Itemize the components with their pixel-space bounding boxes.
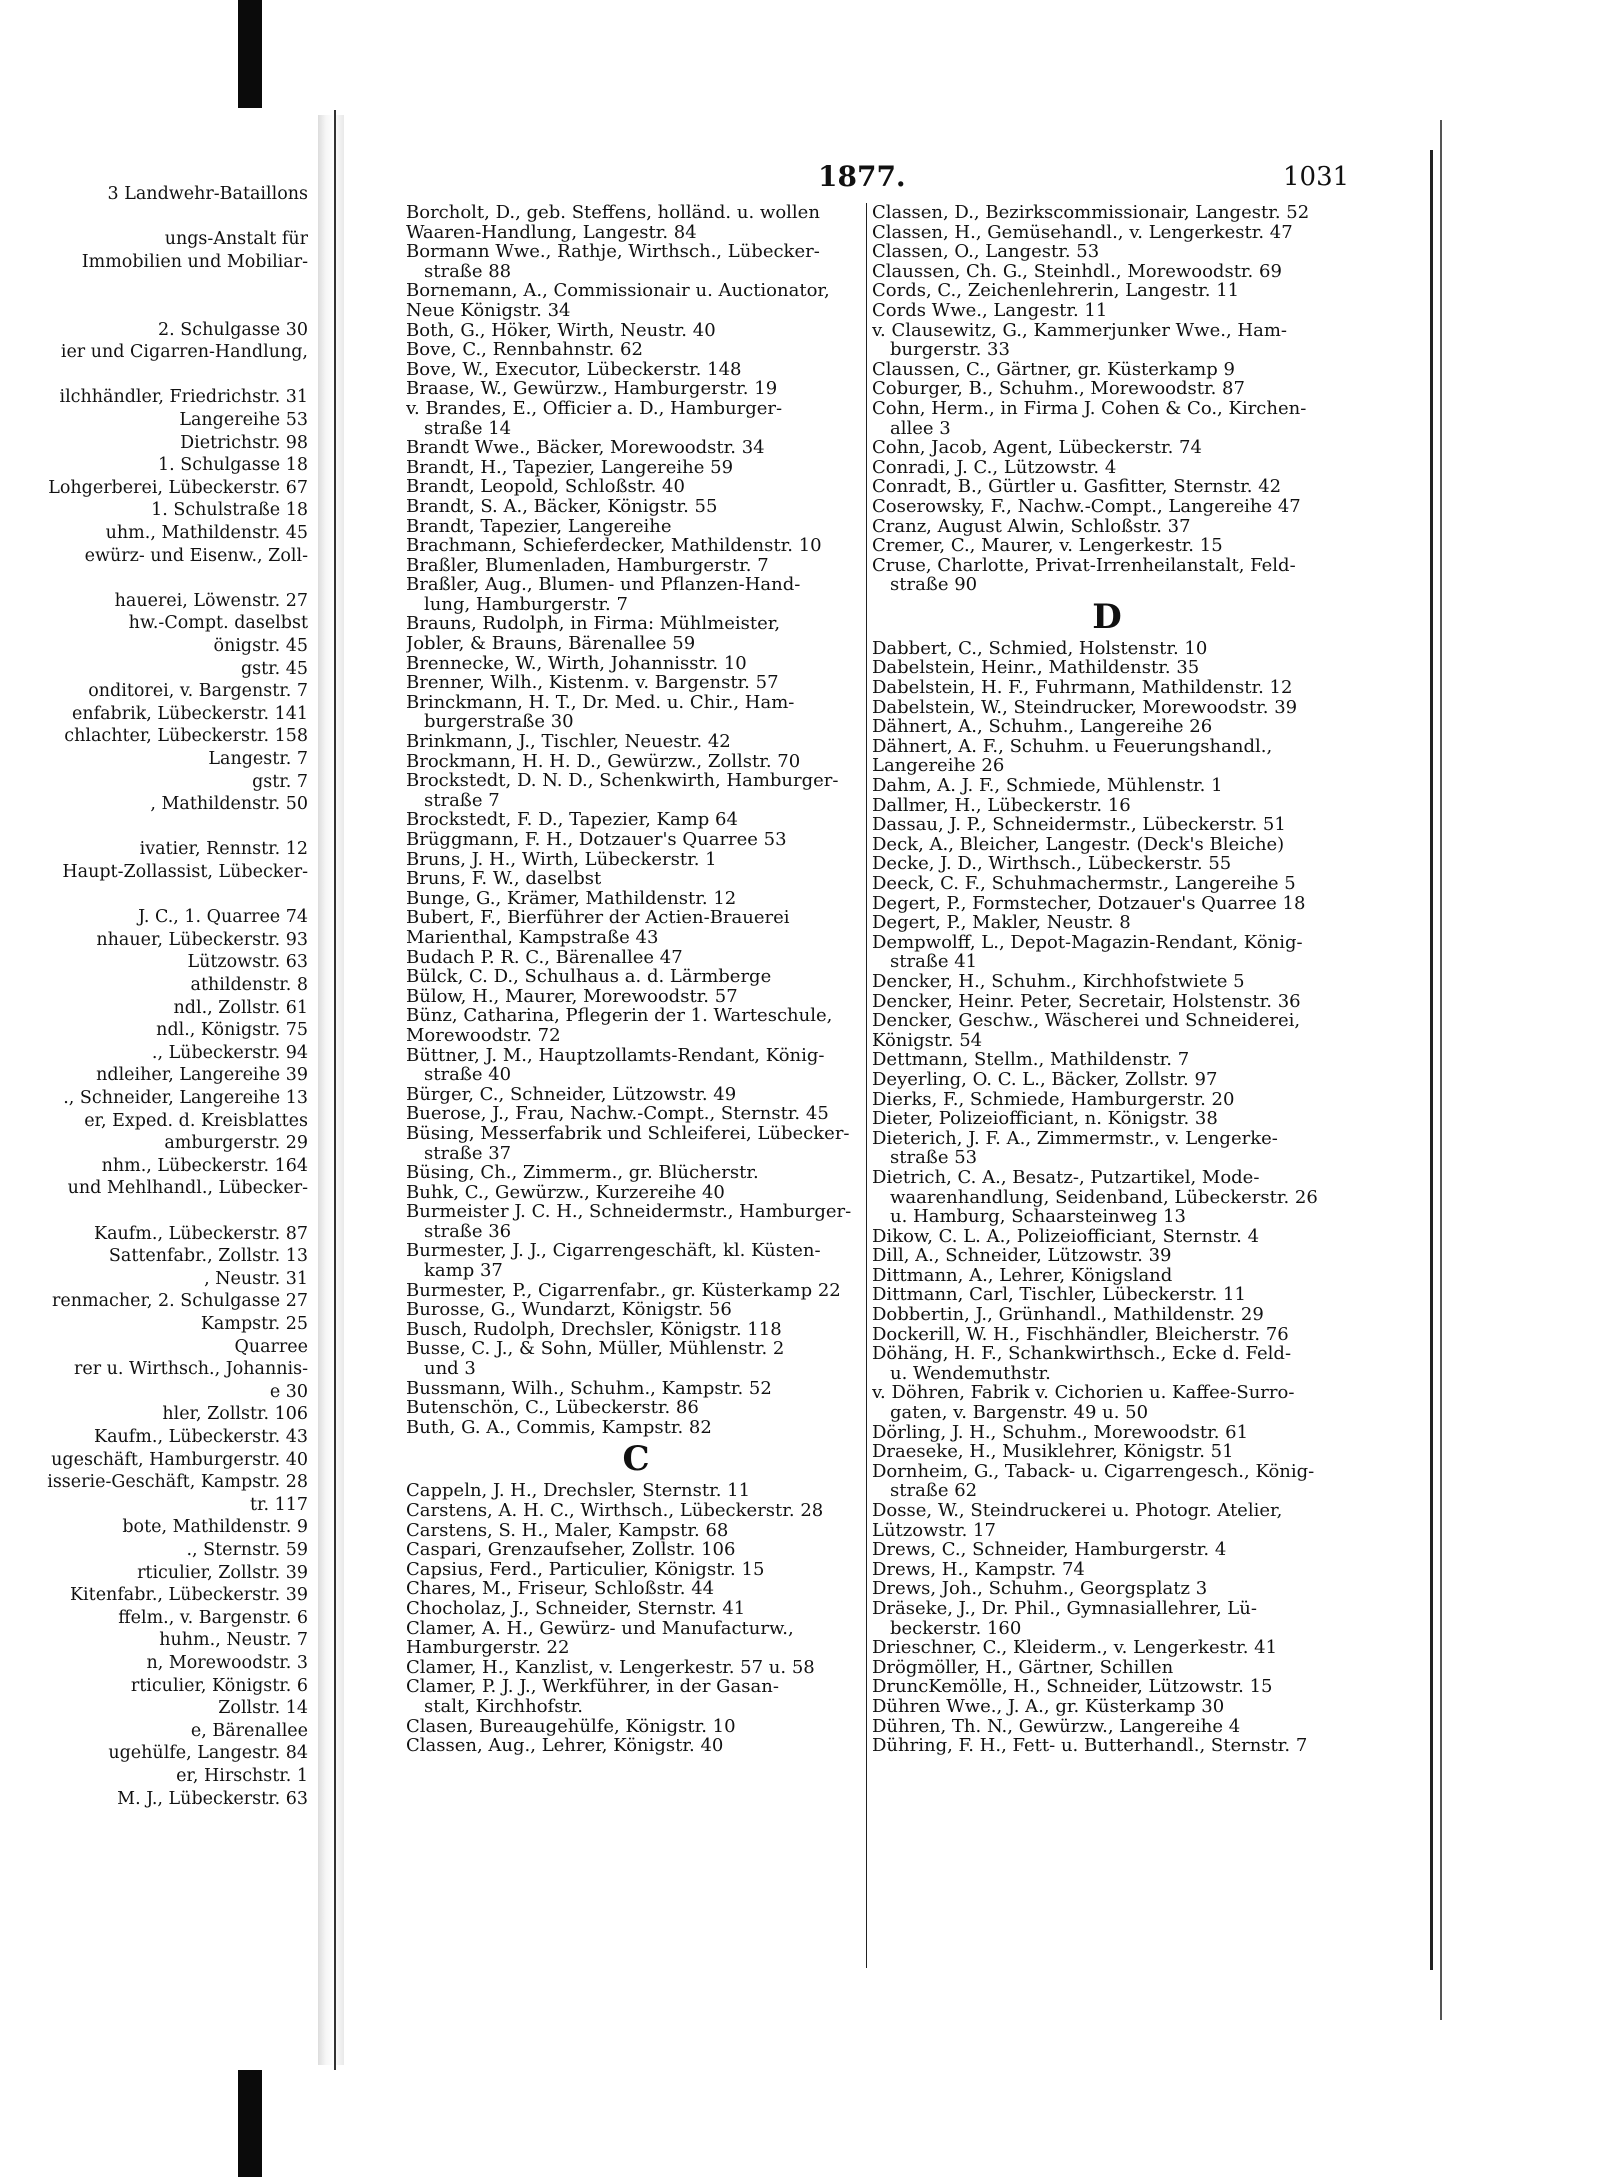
directory-entry: kamp 37 (424, 1261, 503, 1281)
left-page-line: 1. Schulstraße 18 (151, 500, 308, 521)
directory-entry: Decke, J. D., Wirthsch., Lübeckerstr. 55 (872, 854, 1232, 874)
left-page-line: ungs-Anstalt für (164, 229, 308, 250)
directory-entry: Drews, C., Schneider, Hamburgerstr. 4 (872, 1540, 1227, 1560)
left-page-line: Langereihe 53 (179, 410, 308, 430)
directory-entry: Bormann Wwe., Rathje, Wirthsch., Lübecker- (406, 242, 820, 262)
left-page-line: tr. 117 (249, 1494, 308, 1515)
binding-clip-top (238, 0, 262, 108)
directory-entry: Brenner, Wilh., Kistenm. v. Bargenstr. 57 (406, 673, 779, 693)
directory-entry: Both, G., Höker, Wirth, Neustr. 40 (406, 320, 716, 341)
directory-entry: Deeck, C. F., Schuhmachermstr., Langereihe 5 (872, 874, 1296, 894)
directory-entry: Capsius, Ferd., Particulier, Königstr. 15 (406, 1559, 765, 1580)
directory-entry: Cappeln, J. H., Drechsler, Sternstr. 11 (406, 1481, 751, 1501)
left-page-line: gstr. 7 (252, 771, 308, 792)
directory-entry: Dobbertin, J., Grünhandl., Mathildenstr. 29 (872, 1305, 1264, 1325)
directory-entry: Dietrich, C. A., Besatz-, Putzartikel, Mode- (872, 1167, 1260, 1188)
left-page-line: ndleiher, Langereihe 39 (96, 1065, 308, 1086)
directory-entry: Dabelstein, Heinr., Mathildenstr. 35 (872, 658, 1200, 679)
left-page-line: rer u. Wirthsch., Johannis- (73, 1359, 308, 1380)
header-page-number: 1031 (1283, 162, 1350, 192)
directory-entry: straße 62 (890, 1481, 978, 1501)
directory-entry: Cohn, Jacob, Agent, Lübeckerstr. 74 (872, 438, 1202, 458)
left-page-line: , Mathildenstr. 50 (150, 794, 308, 815)
directory-entry: Classen, Aug., Lehrer, Königstr. 40 (406, 1736, 724, 1756)
directory-entry: Dencker, H., Schuhm., Kirchhofstwiete 5 (872, 971, 1245, 992)
directory-entry: Büsing, Messerfabrik und Schleiferei, Lübecker- (406, 1123, 850, 1144)
left-page-line: rticulier, Königstr. 6 (130, 1675, 308, 1696)
left-page-line: hauerei, Löwenstr. 27 (114, 590, 308, 611)
left-page-line: hler, Zollstr. 106 (162, 1404, 308, 1425)
directory-entry: Brauns, Rudolph, in Firma: Mühlmeister, (406, 614, 781, 635)
column-divider (866, 203, 867, 1968)
directory-entry: Brennecke, W., Wirth, Johannisstr. 10 (406, 653, 747, 674)
directory-entry: Buth, G. A., Commis, Kampstr. 82 (406, 1417, 712, 1438)
left-page-line: 3 Landwehr-Bataillons (107, 184, 308, 204)
directory-entry: Deyerling, O. C. L., Bäcker, Zollstr. 97 (872, 1069, 1218, 1090)
directory-entry: Caspari, Grenzaufseher, Zollstr. 106 (406, 1540, 736, 1560)
directory-entry: Bubert, F., Bierführer der Actien-Brauerei (406, 908, 790, 928)
directory-entry: Brinkmann, J., Tischler, Neuestr. 42 (406, 732, 731, 752)
directory-entry: Dassau, J. P., Schneidermstr., Lübeckerstr. 51 (872, 815, 1286, 835)
directory-entry: Claussen, Ch. G., Steinhdl., Morewoodstr. 69 (872, 261, 1282, 282)
directory-column-right (872, 203, 1342, 1756)
directory-entry: Drieschner, C., Kleiderm., v. Lengerkestr. 41 (872, 1638, 1278, 1658)
left-page-line: Zollstr. 14 (218, 1698, 308, 1719)
left-page-line: Kitenfabr., Lübeckerstr. 39 (69, 1585, 308, 1606)
left-page-line: 1. Schulgasse 18 (158, 455, 308, 476)
directory-entry: lung, Hamburgerstr. 7 (424, 594, 628, 615)
left-page-line: ., Lübeckerstr. 94 (151, 1042, 308, 1063)
directory-entry: Cranz, August Alwin, Schloßstr. 37 (872, 516, 1191, 537)
directory-entry: Cohn, Herm., in Firma J. Cohen & Co., Kirchen- (872, 398, 1307, 419)
directory-entry: Busse, C. J., & Sohn, Müller, Mühlenstr. 2 (406, 1339, 785, 1360)
directory-entry: v. Clausewitz, G., Kammerjunker Wwe., Ham- (872, 320, 1287, 341)
directory-entry: Burmeister J. C. H., Schneidermstr., Hamburger- (406, 1202, 852, 1222)
left-page-line: Kaufm., Lübeckerstr. 87 (94, 1223, 308, 1244)
left-page-line: Dietrichstr. 98 (180, 432, 308, 453)
directory-entry: Langereihe 26 (872, 756, 1005, 777)
directory-entry: Dencker, Heinr. Peter, Secretair, Holstenstr. 36 (872, 991, 1301, 1012)
left-page-line: ilchhändler, Friedrichstr. 31 (59, 387, 308, 408)
left-page-line: uhm., Mathildenstr. 45 (105, 523, 308, 543)
directory-entry: Coserowsky, F., Nachw.-Compt., Langereihe 47 (872, 496, 1301, 517)
directory-entry: Chares, M., Friseur, Schloßstr. 44 (406, 1579, 715, 1599)
directory-entry: Classen, D., Bezirkscommissionair, Langestr. 52 (872, 203, 1310, 223)
left-page-line: Kampstr. 25 (200, 1314, 308, 1334)
directory-entry: Busch, Rudolph, Drechsler, Königstr. 118 (406, 1319, 782, 1340)
directory-entry: Dikow, C. L. A., Polizeiofficiant, Sternstr. 4 (872, 1226, 1260, 1247)
directory-entry: Dallmer, H., Lübeckerstr. 16 (872, 795, 1131, 816)
directory-entry: Dähnert, A. F., Schuhm. u Feuerungshandl., (872, 736, 1273, 757)
directory-entry: Döhäng, H. F., Schankwirthsch., Ecke d. Feld- (872, 1344, 1292, 1364)
directory-entry: Bülck, C. D., Schulhaus a. d. Lärmberge (406, 967, 772, 987)
directory-entry: DruncKemölle, H., Schneider, Lützowstr. 15 (872, 1677, 1273, 1697)
section-letter: C (622, 1439, 650, 1480)
directory-entry: Burosse, G., Wundarzt, Königstr. 56 (406, 1300, 732, 1320)
directory-entry: Braßler, Blumenladen, Hamburgerstr. 7 (406, 555, 769, 576)
directory-entry: Dieter, Polizeiofficiant, n. Königstr. 38 (872, 1109, 1218, 1129)
left-page-line: Lützowstr. 63 (187, 952, 308, 973)
directory-entry: Dittmann, A., Lehrer, Königsland (872, 1265, 1173, 1286)
directory-entry: Dosse, W., Steindruckerei u. Photogr. Atelier, (872, 1501, 1283, 1521)
directory-entry: Draeseke, H., Musiklehrer, Königstr. 51 (872, 1442, 1234, 1462)
left-page-line: Sattenfabr., Zollstr. 13 (108, 1246, 308, 1267)
directory-entry: Bürger, C., Schneider, Lützowstr. 49 (406, 1084, 737, 1105)
left-page-line: 2. Schulgasse 30 (158, 319, 308, 340)
directory-entry: Bruns, J. H., Wirth, Lübeckerstr. 1 (406, 849, 717, 870)
left-page-line: nhm., Lübeckerstr. 164 (101, 1155, 308, 1176)
directory-entry: Dierks, F., Schmiede, Hamburgerstr. 20 (872, 1089, 1235, 1110)
directory-entry: Buhk, C., Gewürzw., Kurzereihe 40 (406, 1182, 725, 1203)
left-page-line: nhauer, Lübeckerstr. 93 (96, 929, 308, 950)
directory-entry: Königstr. 54 (872, 1030, 983, 1051)
directory-entry: Cords, C., Zeichenlehrerin, Langestr. 11 (872, 281, 1240, 301)
directory-entry: straße 40 (424, 1065, 512, 1085)
directory-entry: straße 7 (424, 790, 500, 811)
directory-entry: v. Döhren, Fabrik v. Cichorien u. Kaffee-Surro- (872, 1383, 1295, 1404)
directory-entry: Carstens, A. H. C., Wirthsch., Lübeckerstr. 28 (406, 1501, 824, 1521)
directory-entry: Buerose, J., Frau, Nachw.-Compt., Sternstr. 45 (406, 1104, 829, 1124)
directory-entry: Bunge, G., Krämer, Mathildenstr. 12 (406, 888, 737, 909)
directory-entry: Brockstedt, D. N. D., Schenkwirth, Hamburger- (406, 771, 839, 791)
directory-entry: Classen, O., Langestr. 53 (872, 242, 1100, 262)
left-page-line: hw.-Compt. daselbst (128, 613, 308, 634)
directory-entry: Dill, A., Schneider, Lützowstr. 39 (872, 1246, 1172, 1266)
directory-entry: Hamburgerstr. 22 (406, 1638, 570, 1658)
directory-entry: Dühren Wwe., J. A., gr. Küsterkamp 30 (872, 1696, 1225, 1717)
directory-entry: Dühring, F. H., Fett- u. Butterhandl., Sternstr. 7 (872, 1736, 1308, 1756)
left-page-line: J. C., 1. Quarree 74 (138, 907, 308, 928)
directory-entry: Claussen, C., Gärtner, gr. Küsterkamp 9 (872, 359, 1235, 380)
left-page-line: e, Bärenallee (190, 1720, 308, 1741)
directory-entry: straße 14 (424, 418, 512, 439)
directory-entry: u. Wendemuthstr. (890, 1363, 1051, 1384)
left-page-line: er, Hirschstr. 1 (176, 1766, 308, 1786)
directory-entry: beckerstr. 160 (890, 1618, 1022, 1639)
left-page-line: und Mehlhandl., Lübecker- (67, 1178, 308, 1199)
left-page-line: renmacher, 2. Schulgasse 27 (52, 1291, 308, 1312)
directory-entry: Bülow, H., Maurer, Morewoodstr. 57 (406, 986, 738, 1007)
directory-entry: gaten, v. Bargenstr. 49 u. 50 (890, 1403, 1149, 1423)
directory-entry: Degert, P., Makler, Neustr. 8 (872, 913, 1131, 933)
directory-entry: Jobler, & Brauns, Bärenallee 59 (406, 634, 696, 654)
left-page-line: Immobilien und Mobiliar- (81, 251, 308, 272)
directory-entry: Coburger, B., Schuhm., Morewoodstr. 87 (872, 379, 1245, 399)
left-page-line: Haupt-Zollassist, Lübecker- (62, 862, 308, 882)
directory-entry: Brandt, Leopold, Schloßstr. 40 (406, 477, 685, 497)
directory-entry: straße 53 (890, 1148, 978, 1168)
left-page-fragment (0, 115, 318, 2155)
left-page-line: M. J., Lübeckerstr. 63 (117, 1788, 308, 1809)
directory-entry: Braßler, Aug., Blumen- und Pflanzen-Hand- (406, 575, 801, 595)
left-page-line: rticulier, Zollstr. 39 (137, 1562, 308, 1583)
directory-entry: Dabelstein, W., Steindrucker, Morewoodstr. 39 (872, 697, 1298, 718)
directory-entry: straße 41 (890, 952, 978, 972)
left-page-line: ffelm., v. Bargenstr. 6 (118, 1607, 308, 1628)
left-page-line: ., Schneider, Langereihe 13 (63, 1088, 308, 1108)
left-page-line: gstr. 45 (240, 658, 308, 679)
left-page-line: bote, Mathildenstr. 9 (122, 1517, 308, 1538)
directory-entry: Butenschön, C., Lübeckerstr. 86 (406, 1398, 699, 1418)
directory-entry: Brüggmann, F. H., Dotzauer's Quarree 53 (406, 830, 787, 850)
directory-entry: Clasen, Bureaugehülfe, Königstr. 10 (406, 1716, 736, 1737)
directory-entry: Carstens, S. H., Maler, Kampstr. 68 (406, 1520, 729, 1541)
directory-entry: straße 90 (890, 575, 978, 595)
page-edge-line-outer (1440, 120, 1442, 2020)
directory-entry: Dockerill, W. H., Fischhändler, Bleicherstr. 76 (872, 1324, 1289, 1345)
left-page-line: ugehülfe, Langestr. 84 (108, 1743, 308, 1764)
directory-entry: Bove, C., Rennbahnstr. 62 (406, 340, 643, 360)
directory-column-left (406, 203, 866, 1756)
left-page-line: isserie-Geschäft, Kampstr. 28 (47, 1472, 308, 1493)
directory-entry: Dittmann, Carl, Tischler, Lübeckerstr. 11 (872, 1285, 1246, 1306)
directory-entry: Braase, W., Gewürzw., Hamburgerstr. 19 (406, 379, 778, 399)
left-page-line: enfabrik, Lübeckerstr. 141 (72, 703, 308, 724)
directory-entry: Büttner, J. M., Hauptzollamts-Rendant, König- (406, 1045, 825, 1066)
directory-entry: Cords Wwe., Langestr. 11 (872, 300, 1108, 321)
directory-entry: Dabelstein, H. F., Fuhrmann, Mathildenstr. 12 (872, 678, 1293, 698)
directory-entry: straße 37 (424, 1143, 512, 1164)
directory-entry: Dencker, Geschw., Wäscherei und Schneiderei, (872, 1011, 1301, 1031)
left-page-line: n, Morewoodstr. 3 (146, 1653, 308, 1673)
directory-entry: Dräseke, J., Dr. Phil., Gymnasiallehrer, Lü- (872, 1598, 1257, 1619)
directory-entry: Brinckmann, H. T., Dr. Med. u. Chir., Ham- (406, 692, 795, 713)
left-page-line: er, Exped. d. Kreisblattes (84, 1110, 308, 1131)
directory-entry: Brachmann, Schieferdecker, Mathildenstr. 10 (406, 536, 822, 556)
directory-entry: Drews, H., Kampstr. 74 (872, 1559, 1085, 1580)
directory-entry: Brockstedt, F. D., Tapezier, Kamp 64 (406, 810, 738, 830)
directory-entry: burgerstr. 33 (890, 340, 1010, 360)
left-page-line: ugeschäft, Hamburgerstr. 40 (51, 1449, 308, 1470)
directory-entry: Brandt, S. A., Bäcker, Königstr. 55 (406, 496, 718, 517)
directory-entry: Dempwolff, L., Depot-Magazin-Rendant, König- (872, 932, 1303, 953)
left-page-line: ., Sternstr. 59 (186, 1540, 308, 1560)
directory-entry: waarenhandlung, Seidenband, Lübeckerstr. 26 (890, 1187, 1318, 1208)
left-page-line: onditorei, v. Bargenstr. 7 (88, 681, 308, 702)
directory-entry: allee 3 (890, 418, 951, 439)
directory-entry: straße 88 (424, 261, 512, 282)
directory-entry: Cremer, C., Maurer, v. Lengerkestr. 15 (872, 536, 1223, 556)
left-page-line: önigstr. 45 (213, 636, 308, 656)
directory-entry: Conradt, B., Gürtler u. Gasfitter, Sternstr. 42 (872, 477, 1282, 497)
book-gutter (318, 115, 344, 2065)
directory-entry: Borcholt, D., geb. Steffens, holländ. u. wollen (406, 203, 820, 223)
directory-entry: Lützowstr. 17 (872, 1520, 996, 1541)
directory-entry: Dahm, A. J. F., Schmiede, Mühlenstr. 1 (872, 776, 1223, 796)
directory-entry: Drögmöller, H., Gärtner, Schillen (872, 1657, 1174, 1678)
directory-entry: Bove, W., Executor, Lübeckerstr. 148 (406, 359, 742, 380)
directory-entry: Dabbert, C., Schmied, Holstenstr. 10 (872, 638, 1208, 659)
binding-clip-bottom (238, 2070, 262, 2177)
directory-entry: Conradi, J. C., Lützowstr. 4 (872, 457, 1117, 478)
directory-entry: Dettmann, Stellm., Mathildenstr. 7 (872, 1050, 1190, 1070)
directory-entry: stalt, Kirchhofstr. (424, 1696, 584, 1717)
directory-entry: Neue Königstr. 34 (406, 300, 571, 321)
left-page-line: ndl., Zollstr. 61 (173, 997, 308, 1018)
left-page-line: , Neustr. 31 (204, 1268, 308, 1289)
left-page-line: ivatier, Rennstr. 12 (139, 839, 308, 860)
left-page-line: ndl., Königstr. 75 (156, 1020, 308, 1041)
directory-entry: Burmester, J. J., Cigarrengeschäft, kl. Küsten- (406, 1241, 821, 1262)
directory-entry: Clamer, H., Kanzlist, v. Lengerkestr. 57 u. 58 (406, 1657, 815, 1678)
directory-entry: Brandt, H., Tapezier, Langereihe 59 (406, 457, 734, 478)
section-letter: D (1092, 596, 1122, 637)
directory-entry: Dieterich, J. F. A., Zimmermstr., v. Lengerke- (872, 1128, 1278, 1149)
directory-entry: Brockmann, H. H. D., Gewürzw., Zollstr. 70 (406, 751, 801, 772)
left-page-line: amburgerstr. 29 (164, 1133, 308, 1154)
directory-entry: Degert, P., Formstecher, Dotzauer's Quarree 18 (872, 893, 1306, 914)
directory-entry: Brandt Wwe., Bäcker, Morewoodstr. 34 (406, 438, 765, 458)
gutter-line (334, 110, 336, 2070)
directory-entry: Clamer, P. J. J., Werkführer, in der Gasan- (406, 1677, 779, 1697)
directory-entry: Waaren-Handlung, Langestr. 84 (406, 222, 697, 243)
directory-entry: Morewoodstr. 72 (406, 1025, 561, 1046)
directory-entry: Dörling, J. H., Schuhm., Morewoodstr. 61 (872, 1422, 1249, 1443)
left-page-line: e 30 (269, 1381, 308, 1402)
directory-entry: Chocholaz, J., Schneider, Sternstr. 41 (406, 1598, 746, 1619)
directory-entry: Drews, Joh., Schuhm., Georgsplatz 3 (872, 1579, 1208, 1599)
directory-entry: Clamer, A. H., Gewürz- und Manufacturw., (406, 1618, 794, 1639)
directory-entry: burgerstraße 30 (424, 712, 574, 733)
directory-entry: Bussmann, Wilh., Schuhm., Kampstr. 52 (406, 1378, 772, 1399)
directory-entry: Deck, A., Bleicher, Langestr. (Deck's Bleiche) (872, 834, 1285, 855)
directory-entry: und 3 (424, 1359, 476, 1379)
directory-entry: Dähnert, A., Schuhm., Langereihe 26 (872, 717, 1213, 737)
directory-entry: Burmester, P., Cigarrenfabr., gr. Küsterkamp 22 (406, 1280, 841, 1301)
directory-entry: u. Hamburg, Schaarsteinweg 13 (890, 1207, 1186, 1227)
left-page-line: athildenstr. 8 (190, 975, 308, 995)
left-page-line: Quarree (234, 1336, 308, 1357)
directory-entry: Classen, H., Gemüsehandl., v. Lengerkestr. 47 (872, 222, 1293, 243)
directory-entry: Dühren, Th. N., Gewürzw., Langereihe 4 (872, 1716, 1241, 1737)
directory-entry: Dornheim, G., Taback- u. Cigarrengesch., König- (872, 1461, 1315, 1482)
left-page-line: huhm., Neustr. 7 (159, 1630, 308, 1651)
left-page-line: ewürz- und Eisenw., Zoll- (84, 545, 308, 566)
directory-entry: straße 36 (424, 1221, 512, 1242)
left-page-line: ier und Cigarren-Handlung, (60, 342, 308, 363)
directory-entry: Bünz, Catharina, Pflegerin der 1. Warteschule, (406, 1006, 833, 1026)
directory-entry: Bornemann, A., Commissionair u. Auctionator, (406, 281, 830, 301)
left-page-line: chlachter, Lübeckerstr. 158 (64, 726, 308, 747)
left-page-line: Langestr. 7 (208, 749, 308, 769)
directory-entry: Marienthal, Kampstraße 43 (406, 927, 659, 948)
header-year: 1877. (818, 160, 906, 193)
directory-entry: Cruse, Charlotte, Privat-Irrenheilanstalt, Feld- (872, 555, 1296, 576)
directory-entry: Bruns, F. W., daselbst (406, 869, 602, 889)
directory-entry: v. Brandes, E., Officier a. D., Hamburger- (406, 398, 783, 419)
directory-entry: Büsing, Ch., Zimmerm., gr. Blücherstr. (406, 1163, 759, 1183)
directory-entry: Brandt, Tapezier, Langereihe (406, 516, 672, 537)
left-page-line: Kaufm., Lübeckerstr. 43 (94, 1427, 308, 1447)
left-page-line: Lohgerberei, Lübeckerstr. 67 (48, 477, 308, 498)
directory-entry: Budach P. R. C., Bärenallee 47 (406, 947, 683, 968)
page-edge-line (1430, 150, 1433, 1970)
